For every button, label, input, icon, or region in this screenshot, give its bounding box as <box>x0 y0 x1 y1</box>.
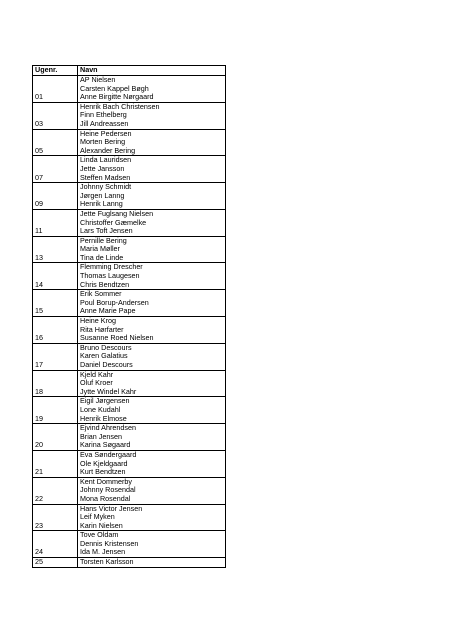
person-name: Brian Jensen <box>80 431 122 441</box>
person-name: Heine Krog <box>80 316 116 326</box>
person-name: Maria Møller <box>80 244 120 254</box>
person-name: Lars Toft Jensen <box>80 226 133 236</box>
person-name: Karina Søgaard <box>80 440 131 450</box>
week-number-cell: 13 <box>33 236 78 263</box>
person-name: Henrik Lanng <box>80 199 123 209</box>
week-number-cell: 01 <box>33 76 78 103</box>
table-row <box>33 129 226 156</box>
person-name: Torsten Karlsson <box>80 557 134 567</box>
week-number-cell: 21 <box>33 450 78 477</box>
table-row <box>33 504 226 531</box>
column-header-week: Ugenr. <box>33 66 78 76</box>
person-name: Rita Hørfarter <box>80 324 124 334</box>
names-cell <box>78 236 226 263</box>
person-name: Karen Galatius <box>80 351 128 361</box>
table-row <box>33 156 226 183</box>
table-body <box>33 76 226 568</box>
names-cell <box>78 102 226 129</box>
table-row <box>33 263 226 290</box>
names-cell <box>78 504 226 531</box>
week-number-cell: 17 <box>33 343 78 370</box>
person-name: Flemming Drescher <box>80 262 143 272</box>
table-row <box>33 397 226 424</box>
person-name: Eva Søndergaard <box>80 449 137 459</box>
person-name: Poul Borup-Andersen <box>80 297 149 307</box>
person-name: Kjeld Kahr <box>80 369 114 379</box>
week-number-cell: 22 <box>33 477 78 504</box>
person-name: Johnny Schmidt <box>80 182 132 192</box>
person-name: Ole Kjeldgaard <box>80 458 128 468</box>
person-name: Bruno Descours <box>80 342 132 352</box>
person-name: Hans Victor Jensen <box>80 503 143 513</box>
week-number-cell: 23 <box>33 504 78 531</box>
table-row <box>33 450 226 477</box>
person-name: Jytte Windel Kahr <box>80 386 137 396</box>
names-cell <box>78 343 226 370</box>
person-name: Karin Nielsen <box>80 520 123 530</box>
names-cell <box>78 317 226 344</box>
table-row <box>33 76 226 103</box>
person-name: Susanne Roed Nielsen <box>80 333 154 343</box>
week-number-cell: 14 <box>33 263 78 290</box>
names-cell <box>78 290 226 317</box>
names-cell <box>78 558 226 568</box>
table-row <box>33 558 226 568</box>
week-number-cell: 09 <box>33 183 78 210</box>
week-number-cell: 07 <box>33 156 78 183</box>
table-row <box>33 370 226 397</box>
person-name: Ida M. Jensen <box>80 547 126 557</box>
table-row <box>33 102 226 129</box>
names-cell <box>78 263 226 290</box>
week-number-cell: 24 <box>33 531 78 558</box>
person-name: Oluf Kroer <box>80 378 113 388</box>
names-cell <box>78 424 226 451</box>
person-name: Carsten Kappel Bøgh <box>80 83 149 93</box>
person-name: Kent Dommerby <box>80 476 132 486</box>
person-name: Henrik Elmose <box>80 413 127 423</box>
person-name: Morten Bering <box>80 137 126 147</box>
person-name: Finn Ethelberg <box>80 110 127 120</box>
week-number-cell: 03 <box>33 102 78 129</box>
names-cell <box>78 183 226 210</box>
week-number-cell: 16 <box>33 317 78 344</box>
person-name: Anne Marie Pape <box>80 306 136 316</box>
table-row <box>33 236 226 263</box>
names-cell <box>78 477 226 504</box>
table-row <box>33 290 226 317</box>
person-name: Tina de Linde <box>80 252 124 262</box>
person-name: Chris Bendtzen <box>80 279 130 289</box>
table-row <box>33 317 226 344</box>
names-cell <box>78 156 226 183</box>
table-row <box>33 343 226 370</box>
person-name: Mona Rosendal <box>80 493 131 503</box>
person-name: AP Nielsen <box>80 75 116 84</box>
person-name: Henrik Bach Christensen <box>80 101 160 111</box>
week-number-cell: 18 <box>33 370 78 397</box>
person-name: Christoffer Gæmelke <box>80 217 147 227</box>
person-name: Jørgen Lanng <box>80 190 125 200</box>
person-name: Thomas Laugesen <box>80 271 140 281</box>
person-name: Alexander Bering <box>80 145 136 155</box>
table-row <box>33 531 226 558</box>
person-name: Daniel Descours <box>80 360 133 369</box>
names-cell <box>78 397 226 424</box>
names-cell <box>78 370 226 397</box>
table-row <box>33 183 226 210</box>
table-row <box>33 477 226 504</box>
person-name: Leif Myken <box>80 512 115 522</box>
person-name: Erik Sommer <box>80 289 122 299</box>
week-number-cell: 25 <box>33 558 78 568</box>
names-cell <box>78 129 226 156</box>
person-name: Kurt Bendtzen <box>80 467 126 477</box>
person-name: Heine Pedersen <box>80 128 132 138</box>
table-row <box>33 209 226 236</box>
roster-table <box>32 65 226 568</box>
person-name: Lone Kudahl <box>80 404 121 414</box>
table-row <box>33 424 226 451</box>
header-row <box>33 66 226 76</box>
week-number-cell: 05 <box>33 129 78 156</box>
week-number-cell: 15 <box>33 290 78 317</box>
week-number-cell: 19 <box>33 397 78 424</box>
names-cell <box>78 531 226 558</box>
person-name: Eigil Jørgensen <box>80 396 130 406</box>
column-header-name: Navn <box>78 66 226 76</box>
person-name: Jette Fuglsang Nielsen <box>80 208 154 218</box>
person-name: Dennis Kristensen <box>80 538 139 548</box>
names-cell <box>78 76 226 103</box>
person-name: Jette Jansson <box>80 163 125 173</box>
week-number-cell: 20 <box>33 424 78 451</box>
names-cell <box>78 450 226 477</box>
person-name: Linda Lauridsen <box>80 155 132 165</box>
names-cell <box>78 209 226 236</box>
person-name: Tove Oldam <box>80 530 119 540</box>
person-name: Johnny Rosendal <box>80 485 136 495</box>
person-name: Pernille Bering <box>80 235 127 245</box>
person-name: Steffen Madsen <box>80 172 131 182</box>
person-name: Jill Andreassen <box>80 118 129 128</box>
person-name: Anne Birgitte Nørgaard <box>80 92 154 102</box>
week-number-cell: 11 <box>33 209 78 236</box>
person-name: Ejvind Ahrendsen <box>80 423 136 433</box>
